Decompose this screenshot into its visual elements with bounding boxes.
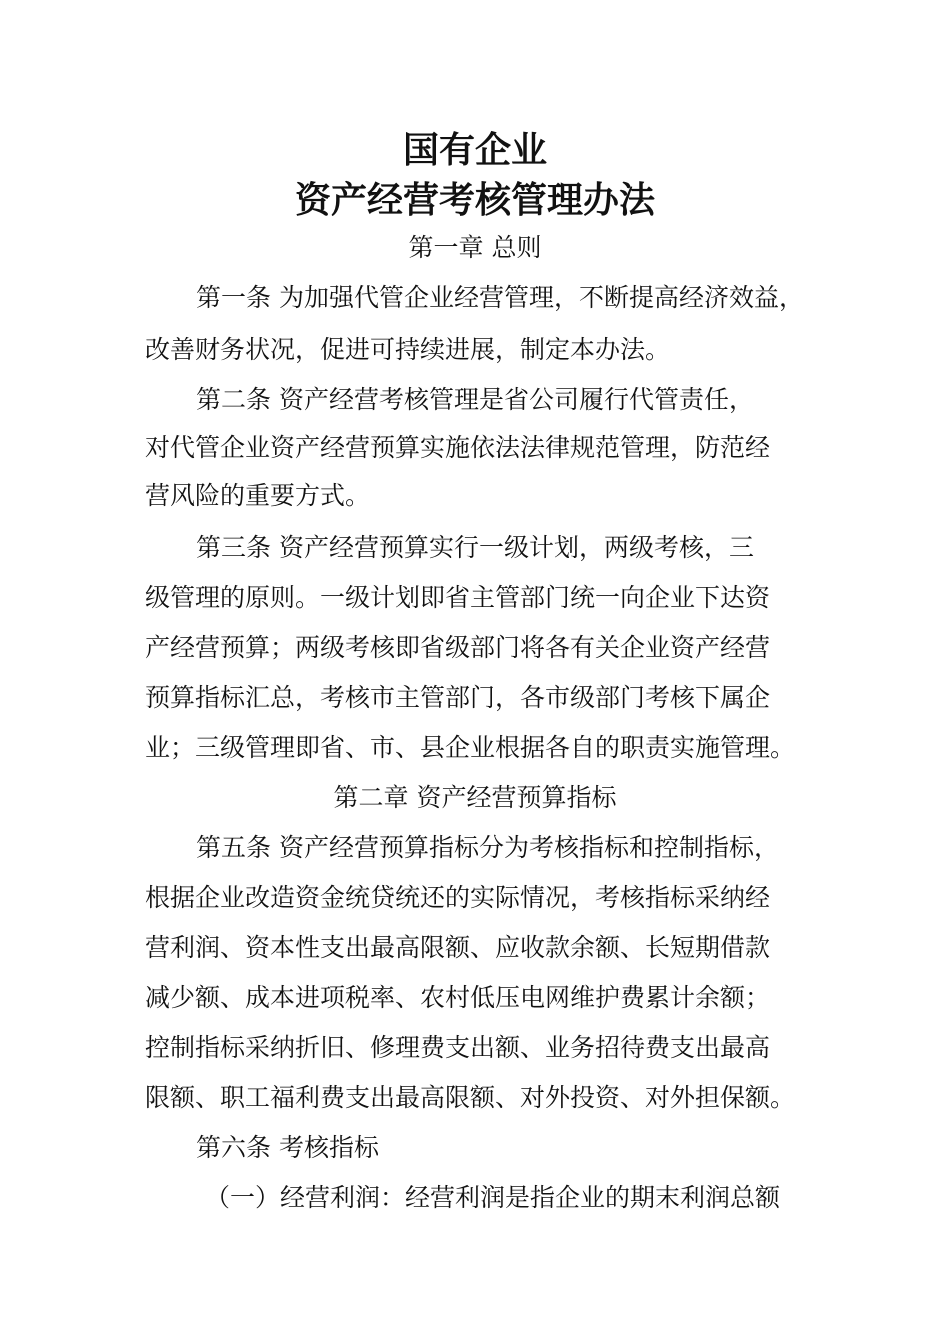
article-2-line-3: 营风险的重要方式。 [145,481,371,510]
article-6-heading: 第六条 考核指标 [196,1133,379,1162]
article-2-line-2: 对代管企业资产经营预算实施依法法律规范管理，防范经 [145,433,771,462]
article-5-line-3: 营利润、资本性支出最高限额、应收款余额、长短期借款 [145,933,771,962]
chapter-heading-2: 第二章 资产经营预算指标 [333,783,617,812]
article-5-line-2: 根据企业改造资金统贷统还的实际情况，考核指标采纳经 [145,883,771,912]
document-title-line1: 国有企业 [402,129,547,171]
article-3-line-5: 业；三级管理即省、市、县企业根据各自的职责实施管理。 [145,733,796,762]
article-5-line-6: 限额、职工福利费支出最高限额、对外投资、对外担保额。 [145,1083,796,1112]
chapter-heading-1: 第一章 总则 [408,233,542,262]
article-3-line-3: 产经营预算；两级考核即省级部门将各有关企业资产经营 [145,633,771,662]
document-title-line2: 资产经营考核管理办法 [294,179,655,221]
article-3-line-1: 第三条 资产经营预算实行一级计划，两级考核，三 [196,533,754,562]
article-6-item-1: （一）经营利润：经营利润是指企业的期末利润总额 [205,1183,781,1212]
article-1-line-1: 第一条 为加强代管企业经营管理，不断提高经济效益， [196,283,804,312]
article-3-line-4: 预算指标汇总，考核市主管部门，各市级部门考核下属企 [145,683,771,712]
article-3-line-2: 级管理的原则。一级计划即省主管部门统一向企业下达资 [145,583,771,612]
article-1-line-2: 改善财务状况，促进可持续进展，制定本办法。 [145,335,671,364]
article-5-line-1: 第五条 资产经营预算指标分为考核指标和控制指标， [196,833,779,862]
article-2-line-1: 第二条 资产经营考核管理是省公司履行代管责任， [196,385,754,414]
article-5-line-4: 减少额、成本进项税率、农村低压电网维护费累计余额； [145,983,771,1012]
article-5-line-5: 控制指标采纳折旧、修理费支出额、业务招待费支出最高 [145,1033,771,1062]
